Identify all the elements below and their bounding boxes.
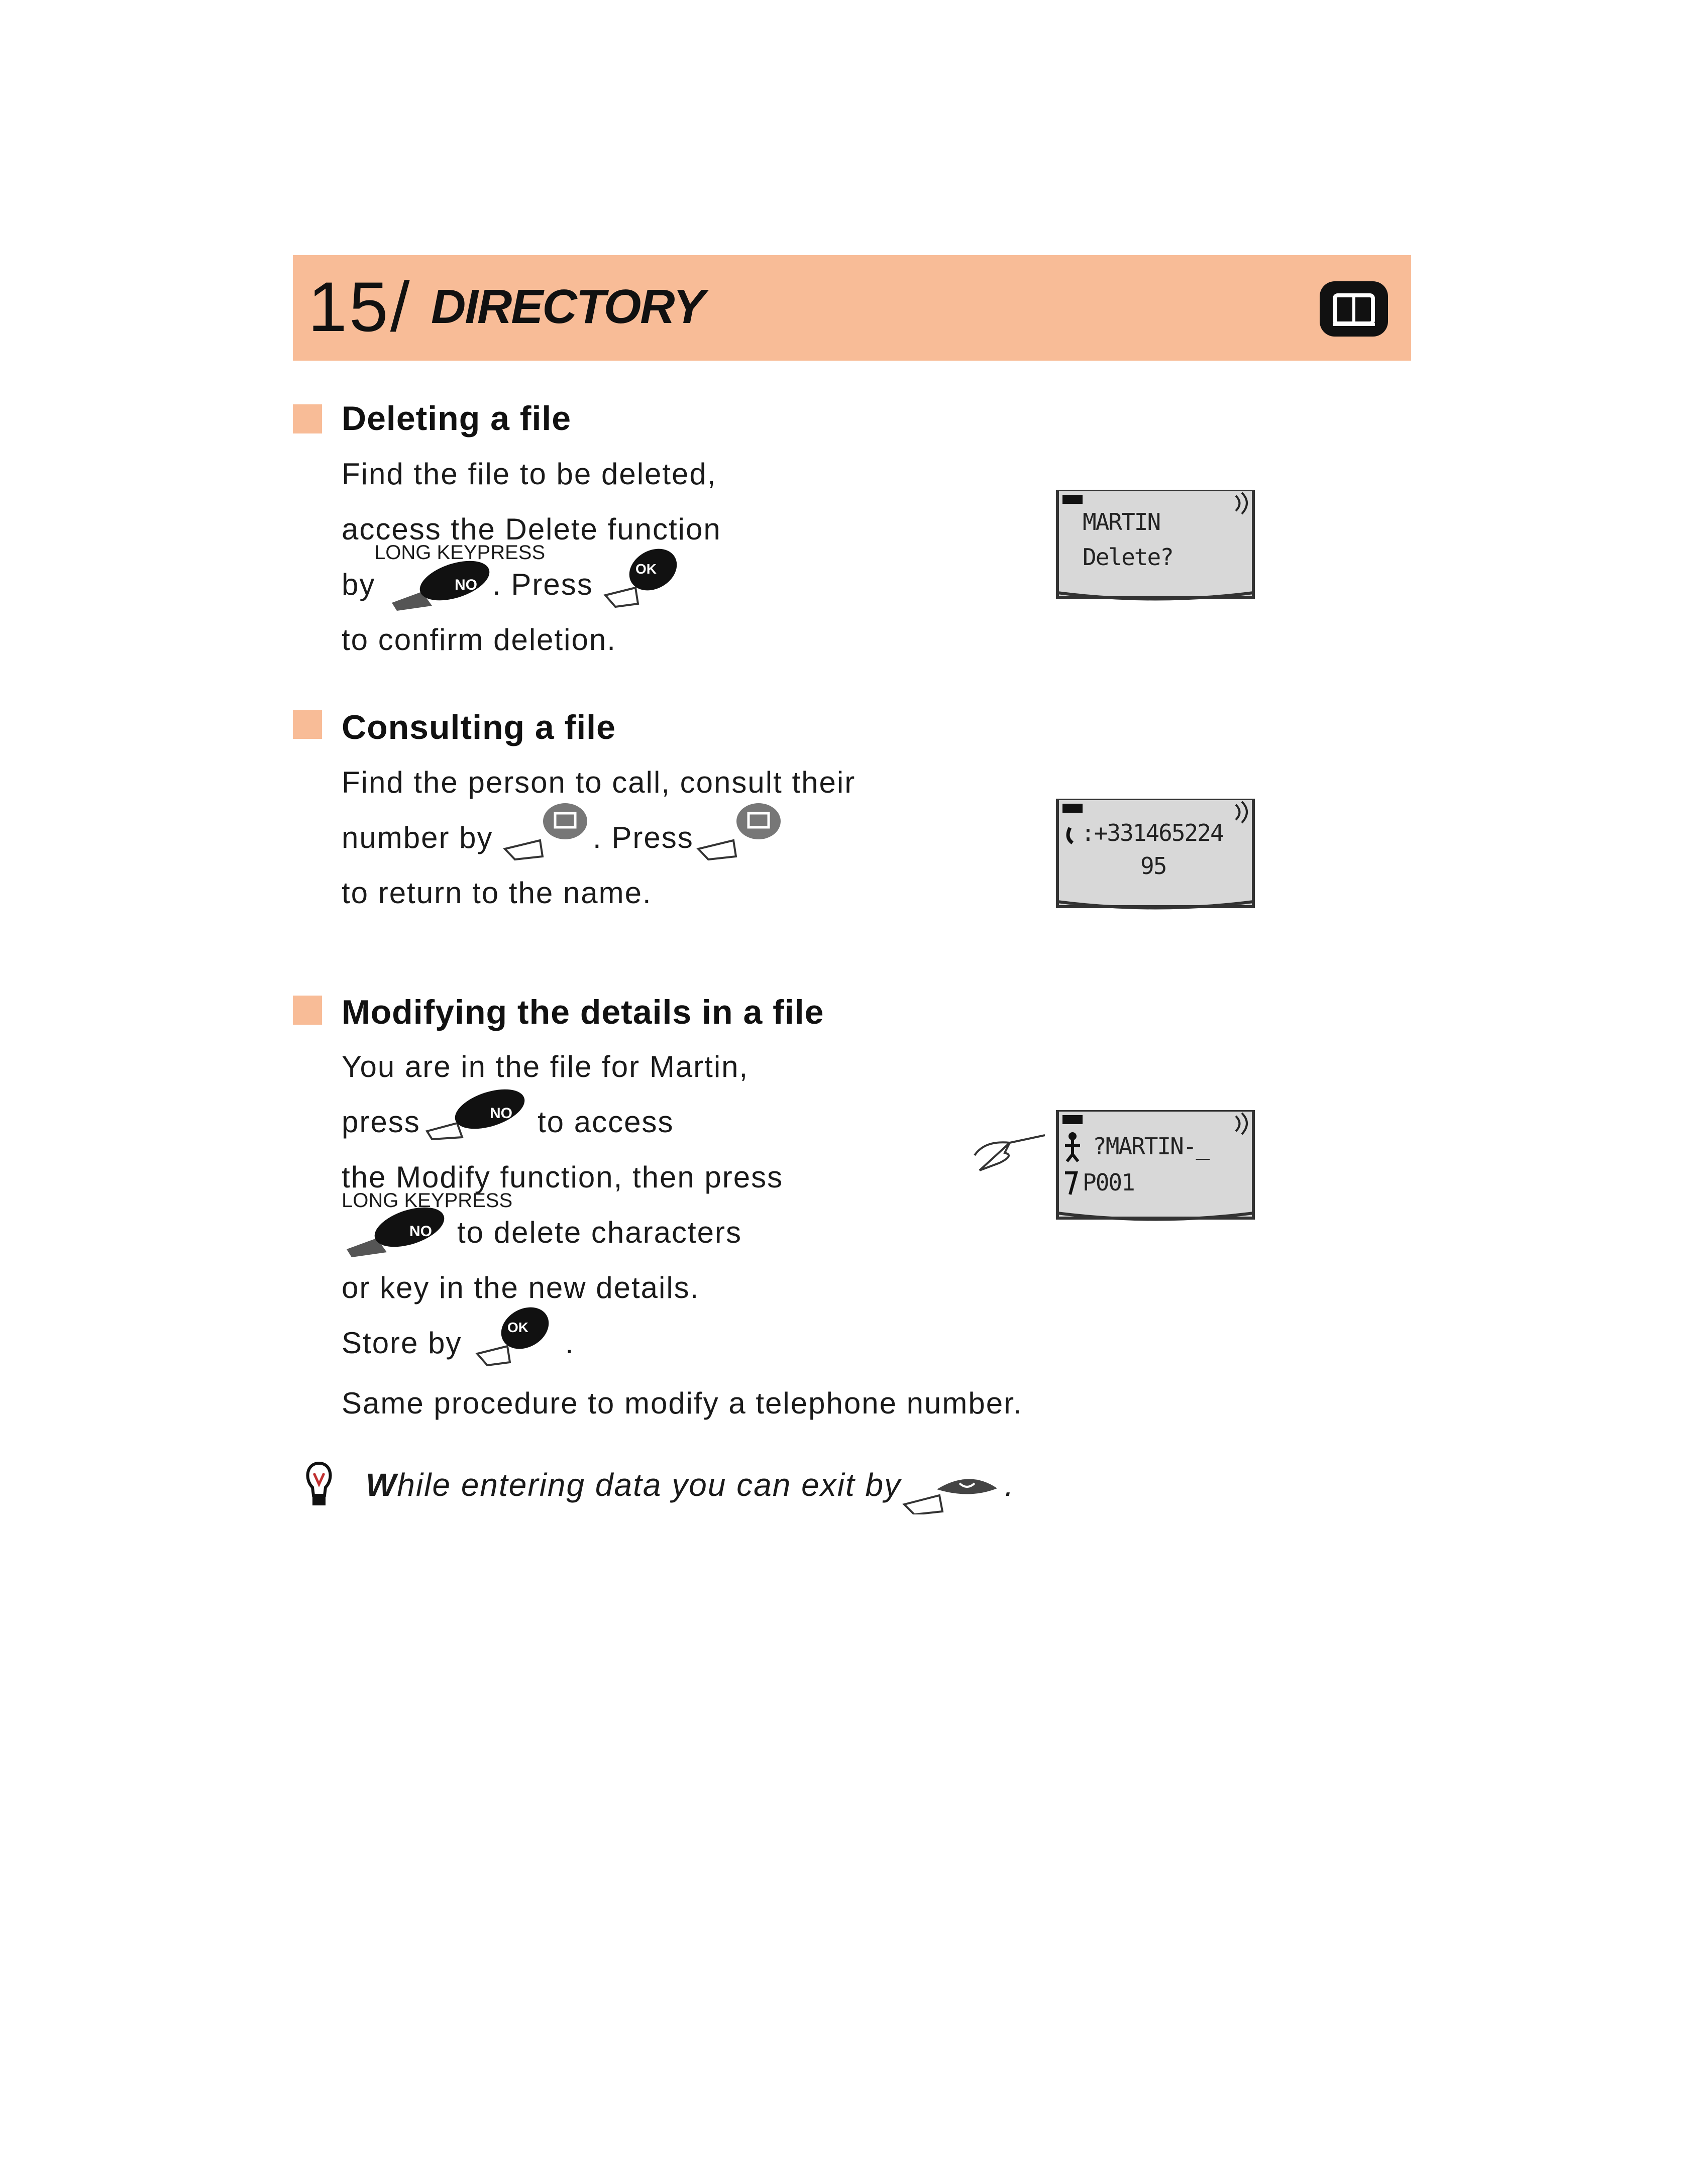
- phone-display-consult: [1045, 799, 1266, 914]
- no-key-icon: [422, 1085, 530, 1143]
- ok-key-icon: [472, 1306, 558, 1369]
- svg-text:NO: NO: [409, 1223, 432, 1240]
- book-icon: [1320, 281, 1388, 337]
- chapter-title: DIRECTORY: [431, 280, 704, 334]
- tip-text: [366, 1466, 901, 1504]
- svg-text:?MARTIN-_: ?MARTIN-_: [1093, 1133, 1209, 1160]
- modify-line-2: press: [342, 1105, 420, 1139]
- delete-line-2: access the Delete function: [342, 512, 721, 546]
- svg-text:OK: OK: [507, 1320, 528, 1335]
- ok-key-icon: [600, 548, 686, 610]
- page-header: [293, 255, 1411, 361]
- lightbulb-icon: [301, 1459, 337, 1512]
- exit-key-icon: [899, 1459, 1000, 1517]
- section-heading-modify: Modifying the details in a file: [342, 993, 824, 1031]
- consult-line-2: number by: [342, 821, 493, 854]
- no-key-icon: [342, 1203, 450, 1261]
- section-heading-delete: Deleting a file: [342, 399, 572, 438]
- modify-line-9: Same procedure to modify a telephone number.: [342, 1386, 1023, 1420]
- svg-text::+331465224: :+331465224: [1081, 819, 1223, 846]
- section-bullet: [293, 404, 322, 433]
- section-bullet: [293, 710, 322, 739]
- delete-line-4: . Press: [492, 568, 593, 601]
- no-key-icon: [387, 557, 495, 614]
- delete-line-5: to confirm deletion.: [342, 623, 616, 657]
- chapter-number: 15/: [308, 267, 412, 346]
- modify-line-5: to delete characters: [457, 1216, 742, 1249]
- consult-line-1: Find the person to call, consult their: [342, 766, 856, 799]
- tip-end: .: [1005, 1467, 1015, 1503]
- tip-body: hile entering data you can exit by: [397, 1467, 902, 1503]
- consult-line-3: . Press: [593, 821, 694, 854]
- phone-display-modify: [1045, 1110, 1266, 1226]
- svg-text:NO: NO: [490, 1105, 512, 1122]
- directory-key-icon: [693, 801, 784, 864]
- svg-text:Delete?: Delete?: [1083, 543, 1173, 571]
- long-keypress-label: LONG KEYPRESS: [374, 541, 546, 564]
- section-bullet: [293, 996, 322, 1025]
- svg-text:95: 95: [1140, 852, 1166, 880]
- svg-text:NO: NO: [455, 577, 477, 593]
- modify-line-3: to access: [538, 1105, 674, 1139]
- delete-line-1: Find the file to be deleted,: [342, 457, 717, 491]
- svg-text:OK: OK: [635, 561, 657, 577]
- tip-first-letter: W: [366, 1467, 397, 1503]
- pointing-hand-icon: [970, 1125, 1050, 1178]
- modify-line-8: .: [565, 1326, 575, 1360]
- directory-key-icon: [500, 801, 590, 864]
- modify-line-1: You are in the file for Martin,: [342, 1050, 749, 1083]
- phone-display-delete: [1045, 490, 1266, 605]
- svg-text:MARTIN: MARTIN: [1083, 508, 1160, 535]
- delete-line-3: by: [342, 568, 376, 601]
- consult-line-4: to return to the name.: [342, 876, 652, 910]
- modify-line-4: the Modify function, then press: [342, 1160, 784, 1194]
- modify-line-7: Store by: [342, 1326, 462, 1360]
- long-keypress-label: LONG KEYPRESS: [342, 1189, 513, 1212]
- section-heading-consult: Consulting a file: [342, 708, 616, 746]
- svg-text:P001: P001: [1083, 1169, 1134, 1196]
- modify-line-6: or key in the new details.: [342, 1271, 700, 1304]
